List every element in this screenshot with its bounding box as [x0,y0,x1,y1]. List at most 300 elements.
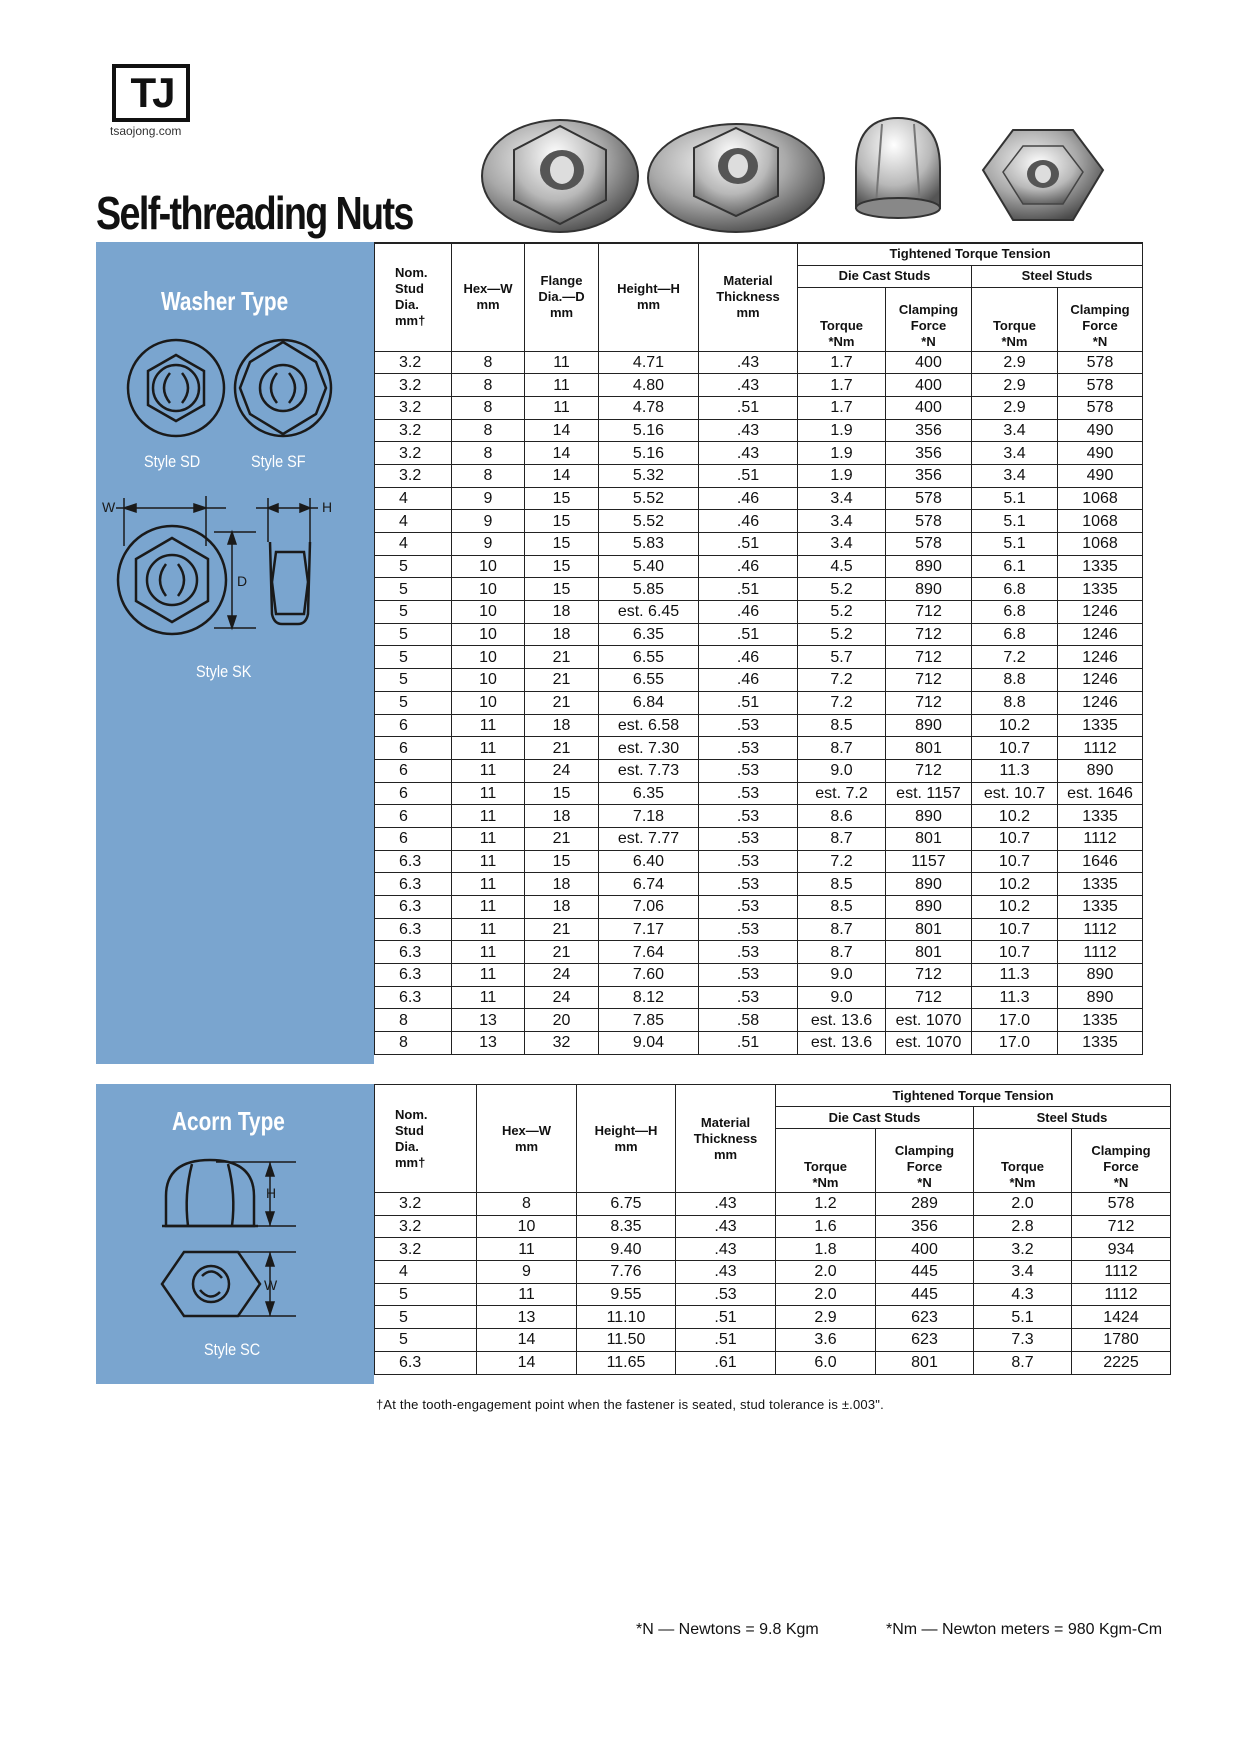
table-cell: 18 [525,601,599,624]
table-cell: .51 [699,691,798,714]
legend-newton-meters: *Nm — Newton meters = 980 Kgm-Cm [886,1621,1163,1638]
table-cell: 1335 [1058,714,1143,737]
table-cell: .51 [699,1032,798,1055]
table-cell: 5 [375,1283,477,1306]
table-cell: 5.85 [599,578,699,601]
table-cell: 6 [375,759,452,782]
table-cell: 5 [375,646,452,669]
table-cell: 3.2 [375,442,452,465]
acorn-col-steel-clamping: Clamping Force *N [1072,1129,1171,1193]
table-cell: 8 [452,464,525,487]
table-cell: 13 [477,1306,577,1329]
table-cell: 2.9 [776,1306,876,1329]
table-cell: 712 [886,986,972,1009]
table-row [375,805,1143,828]
table-cell: 6.74 [599,873,699,896]
table-cell: 4 [375,487,452,510]
table-cell: 2.9 [972,351,1058,374]
table-cell: 5.1 [972,487,1058,510]
table-row [375,578,1143,601]
table-cell: 10.7 [972,941,1058,964]
table-cell: 445 [876,1261,974,1284]
table-cell: 4.78 [599,396,699,419]
table-cell: 8 [477,1193,577,1216]
table-row [375,759,1143,782]
table-cell: 5.40 [599,555,699,578]
table-cell: 1.9 [798,419,886,442]
table-cell: 1.7 [798,396,886,419]
table-cell: 18 [525,623,599,646]
table-cell: 8.8 [972,691,1058,714]
table-cell: 15 [525,782,599,805]
table-cell: .53 [699,896,798,919]
table-cell: 3.2 [974,1238,1072,1261]
table-cell: 10.2 [972,896,1058,919]
table-cell: 1068 [1058,487,1143,510]
table-cell: 400 [886,374,972,397]
table-cell: 8 [452,374,525,397]
table-cell: 6.8 [972,601,1058,624]
table-cell: .51 [676,1306,776,1329]
table-row [375,918,1143,941]
col-steel-torque: Torque *Nm [972,287,1058,351]
table-row [375,1329,1171,1352]
table-cell: 2.9 [972,374,1058,397]
table-cell: 9.0 [798,759,886,782]
col-material: Material Thickness mm [699,243,798,351]
table-cell: .51 [699,464,798,487]
table-cell: 5.52 [599,487,699,510]
table-cell: 10.2 [972,714,1058,737]
table-row [375,827,1143,850]
table-cell: 11.3 [972,964,1058,987]
table-cell: 3.2 [375,374,452,397]
table-cell: 7.60 [599,964,699,987]
table-cell: .46 [699,487,798,510]
table-cell: 11.50 [577,1329,676,1352]
table-cell: 6 [375,827,452,850]
table-cell: 6.3 [375,896,452,919]
table-cell: 1.9 [798,464,886,487]
table-row [375,691,1143,714]
table-cell: .53 [699,918,798,941]
table-cell: est. 13.6 [798,1009,886,1032]
table-cell: 10 [452,578,525,601]
table-cell: .53 [699,827,798,850]
dim-w-label: W [102,499,116,515]
table-row [375,601,1143,624]
dim-h-label: H [322,499,333,515]
table-cell: 7.17 [599,918,699,941]
table-cell: 2.0 [974,1193,1072,1216]
table-cell: 5 [375,555,452,578]
table-row [375,623,1143,646]
table-cell: 10.7 [972,827,1058,850]
table-cell: 8 [452,442,525,465]
table-cell: 8.7 [798,737,886,760]
table-cell: est. 13.6 [798,1032,886,1055]
company-logo [112,64,190,122]
col-steel-clamping: Clamping Force *N [1058,287,1143,351]
table-cell: 8 [375,1032,452,1055]
table-cell: 11 [452,896,525,919]
washer-panel-title: Washer Type [161,286,289,316]
table-cell: 24 [525,964,599,987]
table-cell: 15 [525,578,599,601]
table-cell: 1335 [1058,1032,1143,1055]
table-cell: 5 [375,1329,477,1352]
table-cell: 712 [886,759,972,782]
table-cell: 5 [375,578,452,601]
table-cell: 1112 [1058,827,1143,850]
table-cell: .53 [699,941,798,964]
table-cell: 6.3 [375,873,452,896]
table-row [375,1009,1143,1032]
table-cell: 1.2 [776,1193,876,1216]
table-cell: 5.16 [599,419,699,442]
table-cell: 10.2 [972,805,1058,828]
acorn-col-die-torque: Torque *Nm [776,1129,876,1193]
table-cell: 6 [375,782,452,805]
table-cell: 3.6 [776,1329,876,1352]
table-cell: 7.76 [577,1261,676,1284]
table-row [375,782,1143,805]
table-cell: 1112 [1072,1283,1171,1306]
table-cell: 5.1 [974,1306,1072,1329]
table-cell: 9 [452,510,525,533]
table-cell: est. 1646 [1058,782,1143,805]
table-cell: 15 [525,510,599,533]
table-cell: 1157 [886,850,972,873]
table-cell: 9.40 [577,1238,676,1261]
table-cell: 9.04 [599,1032,699,1055]
table-cell: 3.4 [798,510,886,533]
table-row [375,1306,1171,1329]
table-cell: 11 [452,873,525,896]
table-cell: est. 10.7 [972,782,1058,805]
acorn-col-material: Material Thickness mm [676,1085,776,1193]
table-cell: 356 [886,442,972,465]
table-cell: 10 [452,691,525,714]
acorn-subgroup-die-cast: Die Cast Studs [776,1107,974,1129]
acorn-dim-w-label: W [264,1277,278,1293]
table-cell: 1246 [1058,601,1143,624]
table-cell: 712 [1072,1215,1171,1238]
table-cell: 1.6 [776,1215,876,1238]
table-cell: 1335 [1058,578,1143,601]
table-cell: 7.2 [798,669,886,692]
table-cell: .51 [699,578,798,601]
table-cell: 8.7 [974,1351,1072,1374]
table-cell: .53 [699,873,798,896]
table-cell: 7.64 [599,941,699,964]
col-height-h: Height—H mm [599,243,699,351]
table-cell: 7.06 [599,896,699,919]
table-cell: 15 [525,487,599,510]
table-cell: 10.7 [972,918,1058,941]
table-cell: 7.2 [972,646,1058,669]
table-cell: .53 [699,986,798,1009]
table-cell: 1246 [1058,623,1143,646]
table-cell: 3.2 [375,1238,477,1261]
table-cell: 1335 [1058,896,1143,919]
table-cell: 11 [525,374,599,397]
table-cell: 8.35 [577,1215,676,1238]
table-cell: 6.35 [599,623,699,646]
table-cell: 18 [525,714,599,737]
table-cell: 6.55 [599,646,699,669]
table-cell: 24 [525,759,599,782]
table-cell: 9.0 [798,986,886,1009]
table-cell: 890 [1058,964,1143,987]
col-nom-stud: Nom. Stud Dia. mm† [375,243,452,351]
table-cell: 3.4 [972,464,1058,487]
col-flange-d: Flange Dia.—D mm [525,243,599,351]
table-cell: 8 [452,396,525,419]
table-cell: 890 [886,555,972,578]
table-cell: 4.5 [798,555,886,578]
table-row [375,669,1143,692]
table-cell: 3.4 [798,533,886,556]
table-cell: 400 [876,1238,974,1261]
table-cell: 6.3 [375,1351,477,1374]
legend-newtons: *N — Newtons = 9.8 Kgm [636,1621,819,1638]
table-cell: .46 [699,555,798,578]
table-cell: 890 [886,896,972,919]
table-row [375,941,1143,964]
washer-table-body [375,351,1143,1054]
table-cell: 356 [876,1215,974,1238]
table-cell: 11 [452,941,525,964]
table-cell: 5.2 [798,578,886,601]
acorn-col-die-clamping: Clamping Force *N [876,1129,974,1193]
table-cell: 623 [876,1329,974,1352]
table-cell: 801 [886,918,972,941]
table-cell: .43 [699,351,798,374]
table-cell: 11 [452,918,525,941]
footnote: †At the tooth-engagement point when the fastener is seated, stud tolerance is ±.003". [376,1397,884,1412]
table-row [375,374,1143,397]
table-cell: 3.2 [375,464,452,487]
table-cell: 7.2 [798,850,886,873]
table-cell: 801 [876,1351,974,1374]
table-row [375,986,1143,1009]
table-cell: 5.52 [599,510,699,533]
table-cell: 6.8 [972,578,1058,601]
washer-nut-sf-photo [648,124,824,232]
table-row [375,351,1143,374]
table-cell: 578 [886,510,972,533]
table-cell: 890 [886,873,972,896]
table-row [375,737,1143,760]
table-cell: 9.0 [798,964,886,987]
table-cell: 6.8 [972,623,1058,646]
table-cell: 10.2 [972,873,1058,896]
table-cell: 1335 [1058,873,1143,896]
table-cell: 8.7 [798,918,886,941]
acorn-col-nom-stud: Nom. Stud Dia. mm† [375,1085,477,1193]
table-cell: 7.2 [798,691,886,714]
table-cell: 6.35 [599,782,699,805]
table-cell: .53 [699,850,798,873]
table-cell: .43 [699,374,798,397]
table-cell: 6.3 [375,918,452,941]
table-cell: 13 [452,1032,525,1055]
table-cell: 712 [886,964,972,987]
style-sk-label: Style SK [196,662,252,681]
acorn-panel-title: Acorn Type [172,1106,285,1136]
table-row [375,850,1143,873]
subgroup-steel: Steel Studs [972,265,1143,287]
table-cell: est. 7.77 [599,827,699,850]
table-cell: .51 [699,396,798,419]
table-cell: 21 [525,669,599,692]
table-cell: est. 7.2 [798,782,886,805]
table-row [375,510,1143,533]
table-cell: 11 [525,351,599,374]
table-cell: 2.8 [974,1215,1072,1238]
table-cell: 356 [886,419,972,442]
table-cell: .43 [699,419,798,442]
table-cell: 578 [1058,351,1143,374]
table-cell: 490 [1058,442,1143,465]
table-cell: 4 [375,1261,477,1284]
table-cell: 7.85 [599,1009,699,1032]
acorn-group-torque-tension: Tightened Torque Tension [776,1085,1171,1107]
table-cell: 20 [525,1009,599,1032]
table-cell: 14 [525,464,599,487]
table-cell: 8.12 [599,986,699,1009]
table-cell: .43 [676,1238,776,1261]
col-hex-w: Hex—W mm [452,243,525,351]
table-cell: 10 [452,623,525,646]
acorn-spec-table [374,1084,1171,1375]
table-cell: 11.65 [577,1351,676,1374]
table-cell: 5 [375,669,452,692]
table-cell: 3.4 [972,442,1058,465]
table-cell: 11 [452,714,525,737]
dim-d-label: D [237,573,248,589]
table-cell: 6.75 [577,1193,676,1216]
table-cell: 6 [375,714,452,737]
table-cell: 11 [452,986,525,1009]
table-cell: 1335 [1058,1009,1143,1032]
table-cell: est. 6.58 [599,714,699,737]
table-cell: .58 [699,1009,798,1032]
table-cell: 6.55 [599,669,699,692]
table-row [375,533,1143,556]
table-cell: est. 1157 [886,782,972,805]
table-row [375,396,1143,419]
table-cell: 1112 [1058,941,1143,964]
table-cell: 17.0 [972,1032,1058,1055]
table-row [375,1351,1171,1374]
table-cell: 890 [886,578,972,601]
col-die-clamping: Clamping Force *N [886,287,972,351]
table-cell: 1246 [1058,646,1143,669]
table-row [375,555,1143,578]
table-cell: 1.7 [798,374,886,397]
table-cell: .43 [676,1215,776,1238]
table-cell: 21 [525,691,599,714]
table-cell: 490 [1058,464,1143,487]
table-cell: 11 [452,827,525,850]
table-cell: 14 [477,1351,577,1374]
table-cell: .43 [676,1193,776,1216]
table-cell: 578 [1058,396,1143,419]
table-cell: 890 [1058,759,1143,782]
table-cell: 11 [452,737,525,760]
table-cell: 6 [375,805,452,828]
table-cell: 8.5 [798,896,886,919]
table-cell: 15 [525,850,599,873]
table-cell: 8 [452,419,525,442]
table-row [375,1193,1171,1216]
table-cell: 10.7 [972,737,1058,760]
table-cell: 11 [477,1283,577,1306]
table-cell: 1424 [1072,1306,1171,1329]
table-cell: 1646 [1058,850,1143,873]
table-cell: 3.4 [798,487,886,510]
table-cell: 3.4 [974,1261,1072,1284]
table-cell: 21 [525,827,599,850]
acorn-subgroup-steel: Steel Studs [974,1107,1171,1129]
table-cell: 14 [477,1329,577,1352]
table-cell: 11 [452,782,525,805]
table-row [375,419,1143,442]
table-cell: 21 [525,646,599,669]
table-cell: 6.3 [375,986,452,1009]
table-cell: 11 [525,396,599,419]
table-row [375,1283,1171,1306]
table-cell: 6.3 [375,964,452,987]
table-cell: 1.7 [798,351,886,374]
acorn-table-body [375,1193,1171,1375]
table-cell: 712 [886,601,972,624]
table-cell: 8 [452,351,525,374]
col-die-torque: Torque *Nm [798,287,886,351]
table-cell: 578 [1058,374,1143,397]
logo-text: TJ [130,69,172,116]
table-cell: 8.6 [798,805,886,828]
table-cell: 400 [886,396,972,419]
table-cell: 15 [525,533,599,556]
table-cell: 3.2 [375,351,452,374]
table-cell: 3.2 [375,419,452,442]
table-cell: 712 [886,669,972,692]
table-cell: 11.3 [972,986,1058,1009]
table-cell: 6.3 [375,850,452,873]
table-cell: est. 7.73 [599,759,699,782]
washer-type-panel [96,242,374,1064]
table-cell: 5 [375,601,452,624]
table-cell: 578 [1072,1193,1171,1216]
page-title: Self-threading Nuts [96,187,413,239]
table-cell: 10.7 [972,850,1058,873]
table-cell: 17.0 [972,1009,1058,1032]
table-cell: 9.55 [577,1283,676,1306]
table-cell: 24 [525,986,599,1009]
table-cell: 14 [525,419,599,442]
table-cell: 10 [477,1215,577,1238]
table-cell: 5 [375,623,452,646]
table-cell: 2.0 [776,1283,876,1306]
washer-nut-sd-photo [482,120,638,232]
table-cell: 5.2 [798,623,886,646]
table-cell: 801 [886,827,972,850]
table-cell: 18 [525,873,599,896]
table-cell: 6.3 [375,941,452,964]
